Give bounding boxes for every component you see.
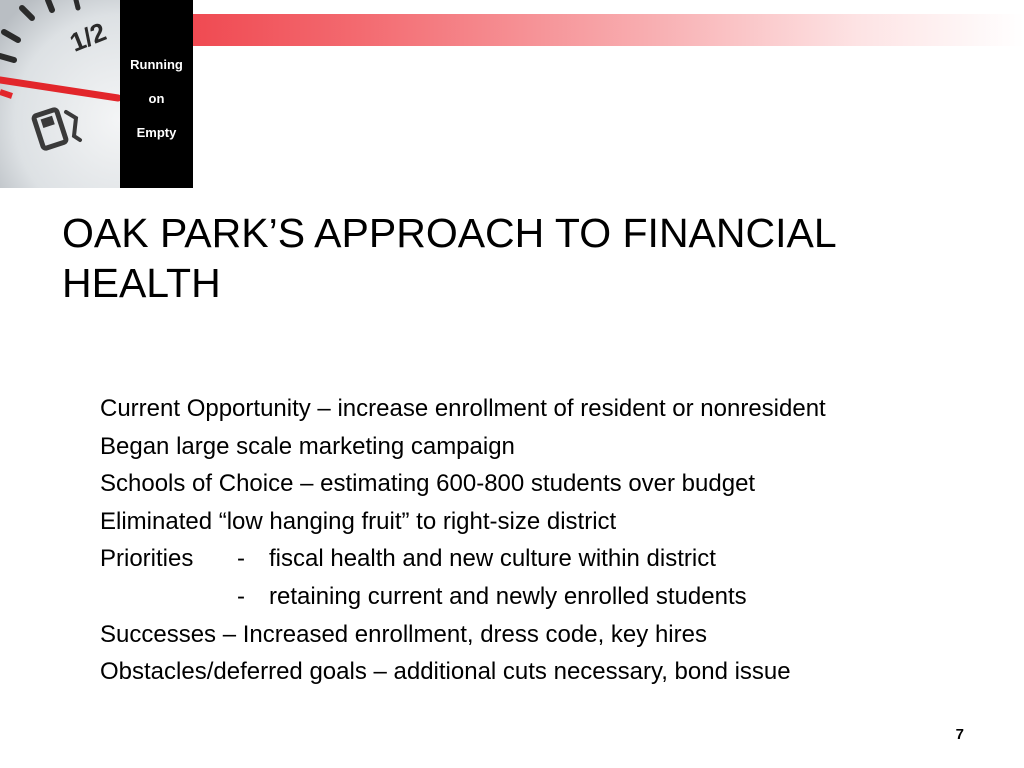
header-tab <box>120 0 193 188</box>
priorities-dash-2: - <box>237 582 245 610</box>
priorities-dash: - <box>237 545 245 573</box>
bullet-item: Obstacles/deferred goals – additional cuts necessary, bond issue <box>100 658 791 686</box>
tab-line-on: on <box>148 91 165 106</box>
bullet-item: Successes – Increased enrollment, dress code, key hires <box>100 620 707 648</box>
priorities-text: fiscal health and new culture within district <box>269 545 716 573</box>
bullet-item: Schools of Choice – estimating 600-800 students over budget <box>100 470 756 498</box>
fuel-gauge-image <box>0 0 120 188</box>
header-accent-stripe <box>193 14 1024 46</box>
bullet-item: Current Opportunity – increase enrollment of resident or nonresident <box>100 395 826 422</box>
tab-line-running: Running <box>130 57 183 72</box>
priorities-text-2: retaining current and newly enrolled students <box>269 582 747 610</box>
slide-title-line-2: HEALTH <box>62 260 221 306</box>
tab-line-empty: Empty <box>136 125 177 140</box>
gauge-scale-label: 1/2 <box>65 16 111 58</box>
bullet-item: Eliminated “low hanging fruit” to right-size district <box>100 507 617 535</box>
bullet-list <box>100 392 1000 693</box>
page-number: 7 <box>955 726 964 743</box>
bullet-item: Began large scale marketing campaign <box>100 432 515 460</box>
bullet-item-priorities-cont <box>100 580 1000 618</box>
slide-title-line-1: OAK PARK’S APPROACH TO FINANCIAL <box>62 210 837 256</box>
slide-title <box>62 208 962 308</box>
bullet-item-priorities <box>100 542 1000 580</box>
priorities-label: Priorities <box>100 545 194 573</box>
